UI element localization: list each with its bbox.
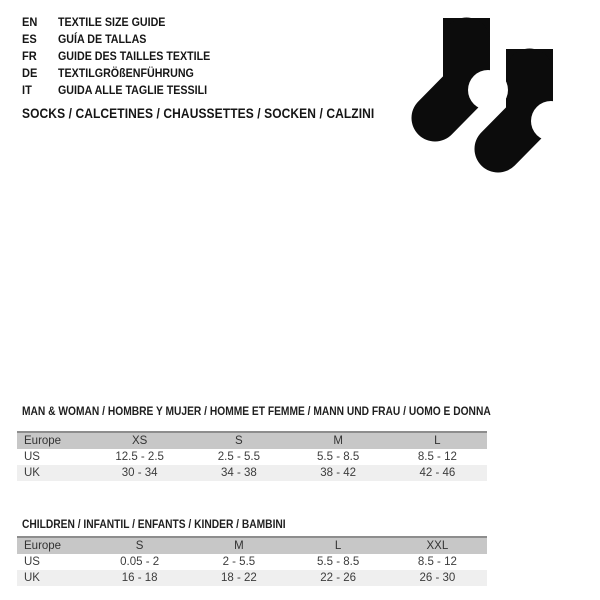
size-cell: 26 - 30 [419, 572, 456, 584]
language-label: TEXTILE SIZE GUIDE [58, 14, 166, 29]
size-cell: 2.5 - 5.5 [217, 451, 260, 463]
column-header-size-l: L [334, 540, 342, 552]
column-header-size-s: S [235, 435, 243, 447]
language-code: IT [22, 83, 32, 98]
children-table-title [22, 519, 318, 531]
table-header-row [17, 537, 487, 554]
size-cell: 42 - 46 [419, 467, 456, 479]
language-label: TEXTILGRÖßENFÜHRUNG [58, 66, 194, 81]
size-cell: 30 - 34 [121, 467, 158, 479]
region-label: US [24, 556, 40, 568]
size-cell: 8.5 - 12 [417, 451, 457, 463]
language-row [22, 30, 229, 47]
size-cell: 34 - 38 [220, 467, 257, 479]
column-header-size-l: L [434, 435, 441, 447]
language-label: GUÍA DE TALLAS [58, 31, 147, 46]
category-title-text: SOCKS / CALCETINES / CHAUSSETTES / SOCKEN / CALZINI [22, 106, 375, 121]
language-row [22, 65, 229, 82]
size-cell: 12.5 - 2.5 [115, 451, 164, 463]
size-cell: 22 - 26 [320, 572, 357, 584]
region-label: UK [24, 572, 40, 584]
region-label: US [24, 451, 40, 463]
man-woman-table-title [22, 406, 549, 418]
sock-left-heel-cutout [468, 70, 508, 110]
size-cell: 5.5 - 8.5 [317, 451, 360, 463]
language-label: GUIDE DES TAILLES TEXTILE [58, 48, 211, 63]
column-header-region: Europe [24, 540, 62, 552]
table-header-row [17, 432, 487, 449]
language-code: DE [22, 66, 38, 81]
table-row-us [17, 449, 487, 465]
column-header-size-xxl: XXL [426, 540, 449, 552]
size-cell: 8.5 - 12 [417, 556, 457, 568]
man-woman-size-table [17, 431, 487, 481]
socks-icon [402, 8, 560, 180]
language-row [22, 82, 229, 99]
size-cell: 2 - 5.5 [222, 556, 256, 568]
column-header-size-m: M [333, 435, 343, 447]
column-header-region: Europe [24, 435, 62, 447]
size-cell: 5.5 - 8.5 [317, 556, 360, 568]
region-label: UK [24, 467, 40, 479]
category-title [22, 106, 418, 121]
language-row [22, 47, 229, 64]
children-table-title-text: CHILDREN / INFANTIL / ENFANTS / KINDER / BAMBINI [22, 519, 286, 531]
column-header-size-m: M [234, 540, 244, 552]
language-code: EN [22, 14, 38, 29]
size-cell: 18 - 22 [220, 572, 257, 584]
children-size-table [17, 536, 487, 586]
language-code: ES [22, 31, 37, 46]
column-header-size-xs: XS [131, 435, 148, 447]
table-row-uk [17, 465, 487, 481]
language-label: GUIDA ALLE TAGLIE TESSILI [58, 83, 208, 98]
language-code: FR [22, 48, 37, 63]
size-cell: 38 - 42 [320, 467, 357, 479]
column-header-size-s: S [135, 540, 144, 552]
size-cell: 0.05 - 2 [120, 556, 160, 568]
language-row [22, 13, 229, 30]
table-row-uk [17, 570, 487, 586]
man-woman-table-title-text: MAN & WOMAN / HOMBRE Y MUJER / HOMME ET FEMME / MANN UND FRAU / UOMO E DONNA [22, 406, 491, 418]
size-cell: 16 - 18 [121, 572, 158, 584]
table-row-us [17, 554, 487, 570]
language-list [22, 13, 229, 99]
